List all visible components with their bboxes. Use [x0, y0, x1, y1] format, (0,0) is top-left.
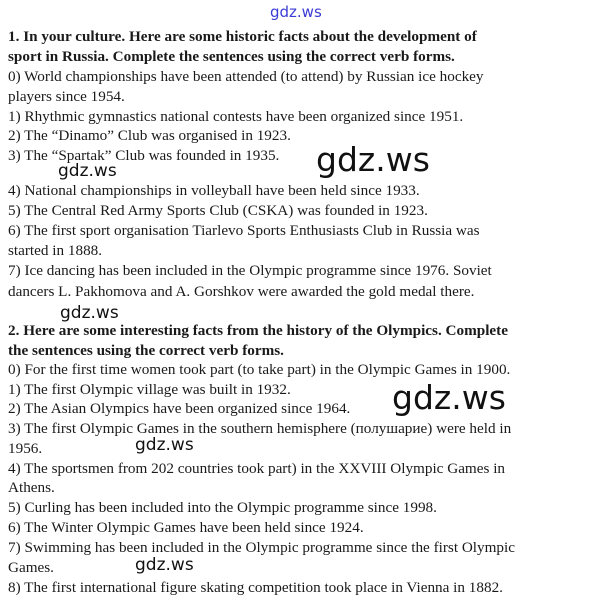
exercise-2-sentence-8: 8) The first international figure skating competition took place in Vienna in 1882.: [8, 579, 503, 596]
exercise-2-heading-line-2: the sentences using the correct verb forms.: [8, 342, 284, 359]
exercise-2-sentence-3-line-1: 3) The first Olympic Games in the southern hemisphere (полушарие) were held in: [8, 420, 512, 437]
watermark-small-3: gdz.ws: [135, 435, 194, 455]
exercise-2-sentence-3-line-2: 1956.: [8, 440, 43, 457]
watermark-top: gdz.ws: [270, 3, 322, 21]
exercise-1-sentence-4: 4) National championships in volleyball have been held since 1933.: [8, 182, 420, 199]
exercise-1-sentence-3: 3) The “Spartak” Club was founded in 1935.: [8, 147, 280, 164]
exercise-1-heading-line-1: 1. In your culture. Here are some historic facts about the development of: [8, 28, 477, 45]
exercise-1-sentence-1: 1) Rhythmic gymnastics national contests have been organized since 1951.: [8, 108, 464, 125]
watermark-large-1: gdz.ws: [316, 140, 430, 179]
exercise-1-sentence-0-line-2: players since 1954.: [8, 88, 125, 105]
exercise-1-sentence-5: 5) The Central Red Army Sports Club (CSKA) was founded in 1923.: [8, 202, 428, 219]
exercise-1-sentence-6-line-2: started in 1888.: [8, 242, 103, 259]
exercise-1-sentence-2: 2) The “Dinamo” Club was organised in 1923.: [8, 127, 291, 144]
exercise-2-sentence-2: 2) The Asian Olympics have been organized since 1964.: [8, 400, 351, 417]
exercise-2-sentence-1: 1) The first Olympic village was built in 1932.: [8, 381, 291, 398]
exercise-1-sentence-7-line-2: dancers L. Pakhomova and A. Gorshkov were awarded the gold medal there.: [8, 283, 475, 300]
exercise-2-sentence-4-line-2: Athens.: [8, 479, 55, 496]
watermark-small-1: gdz.ws: [58, 161, 117, 181]
watermark-small-2: gdz.ws: [60, 303, 119, 323]
exercise-2-sentence-4-line-1: 4) The sportsmen from 202 countries took part) in the XXVIII Olympic Games in: [8, 460, 506, 477]
exercise-2-sentence-5: 5) Curling has been included into the Olympic programme since 1998.: [8, 499, 437, 516]
exercise-2-sentence-6: 6) The Winter Olympic Games have been held since 1924.: [8, 519, 364, 536]
exercise-1-sentence-7-line-1: 7) Ice dancing has been included in the Olympic programme since 1976. Soviet: [8, 262, 492, 279]
exercise-1-sentence-0-line-1: 0) World championships have been attended (to attend) by Russian ice hockey: [8, 68, 484, 85]
exercise-1-sentence-6-line-1: 6) The first sport organisation Tiarlevo Sports Enthusiasts Club in Russia was: [8, 222, 480, 239]
exercise-1-heading-line-2: sport in Russia. Complete the sentences using the correct verb forms.: [8, 48, 455, 65]
watermark-small-4: gdz.ws: [135, 555, 194, 575]
exercise-2-sentence-7-line-2: Games.: [8, 559, 54, 576]
exercise-2-sentence-0: 0) For the first time women took part (to take part) in the Olympic Games in 1900.: [8, 361, 511, 378]
exercise-2-sentence-7-line-1: 7) Swimming has been included in the Olympic programme since the first Olympic: [8, 539, 515, 556]
watermark-large-2: gdz.ws: [392, 378, 506, 417]
exercise-2-heading-line-1: 2. Here are some interesting facts from the history of the Olympics. Complete: [8, 322, 508, 339]
